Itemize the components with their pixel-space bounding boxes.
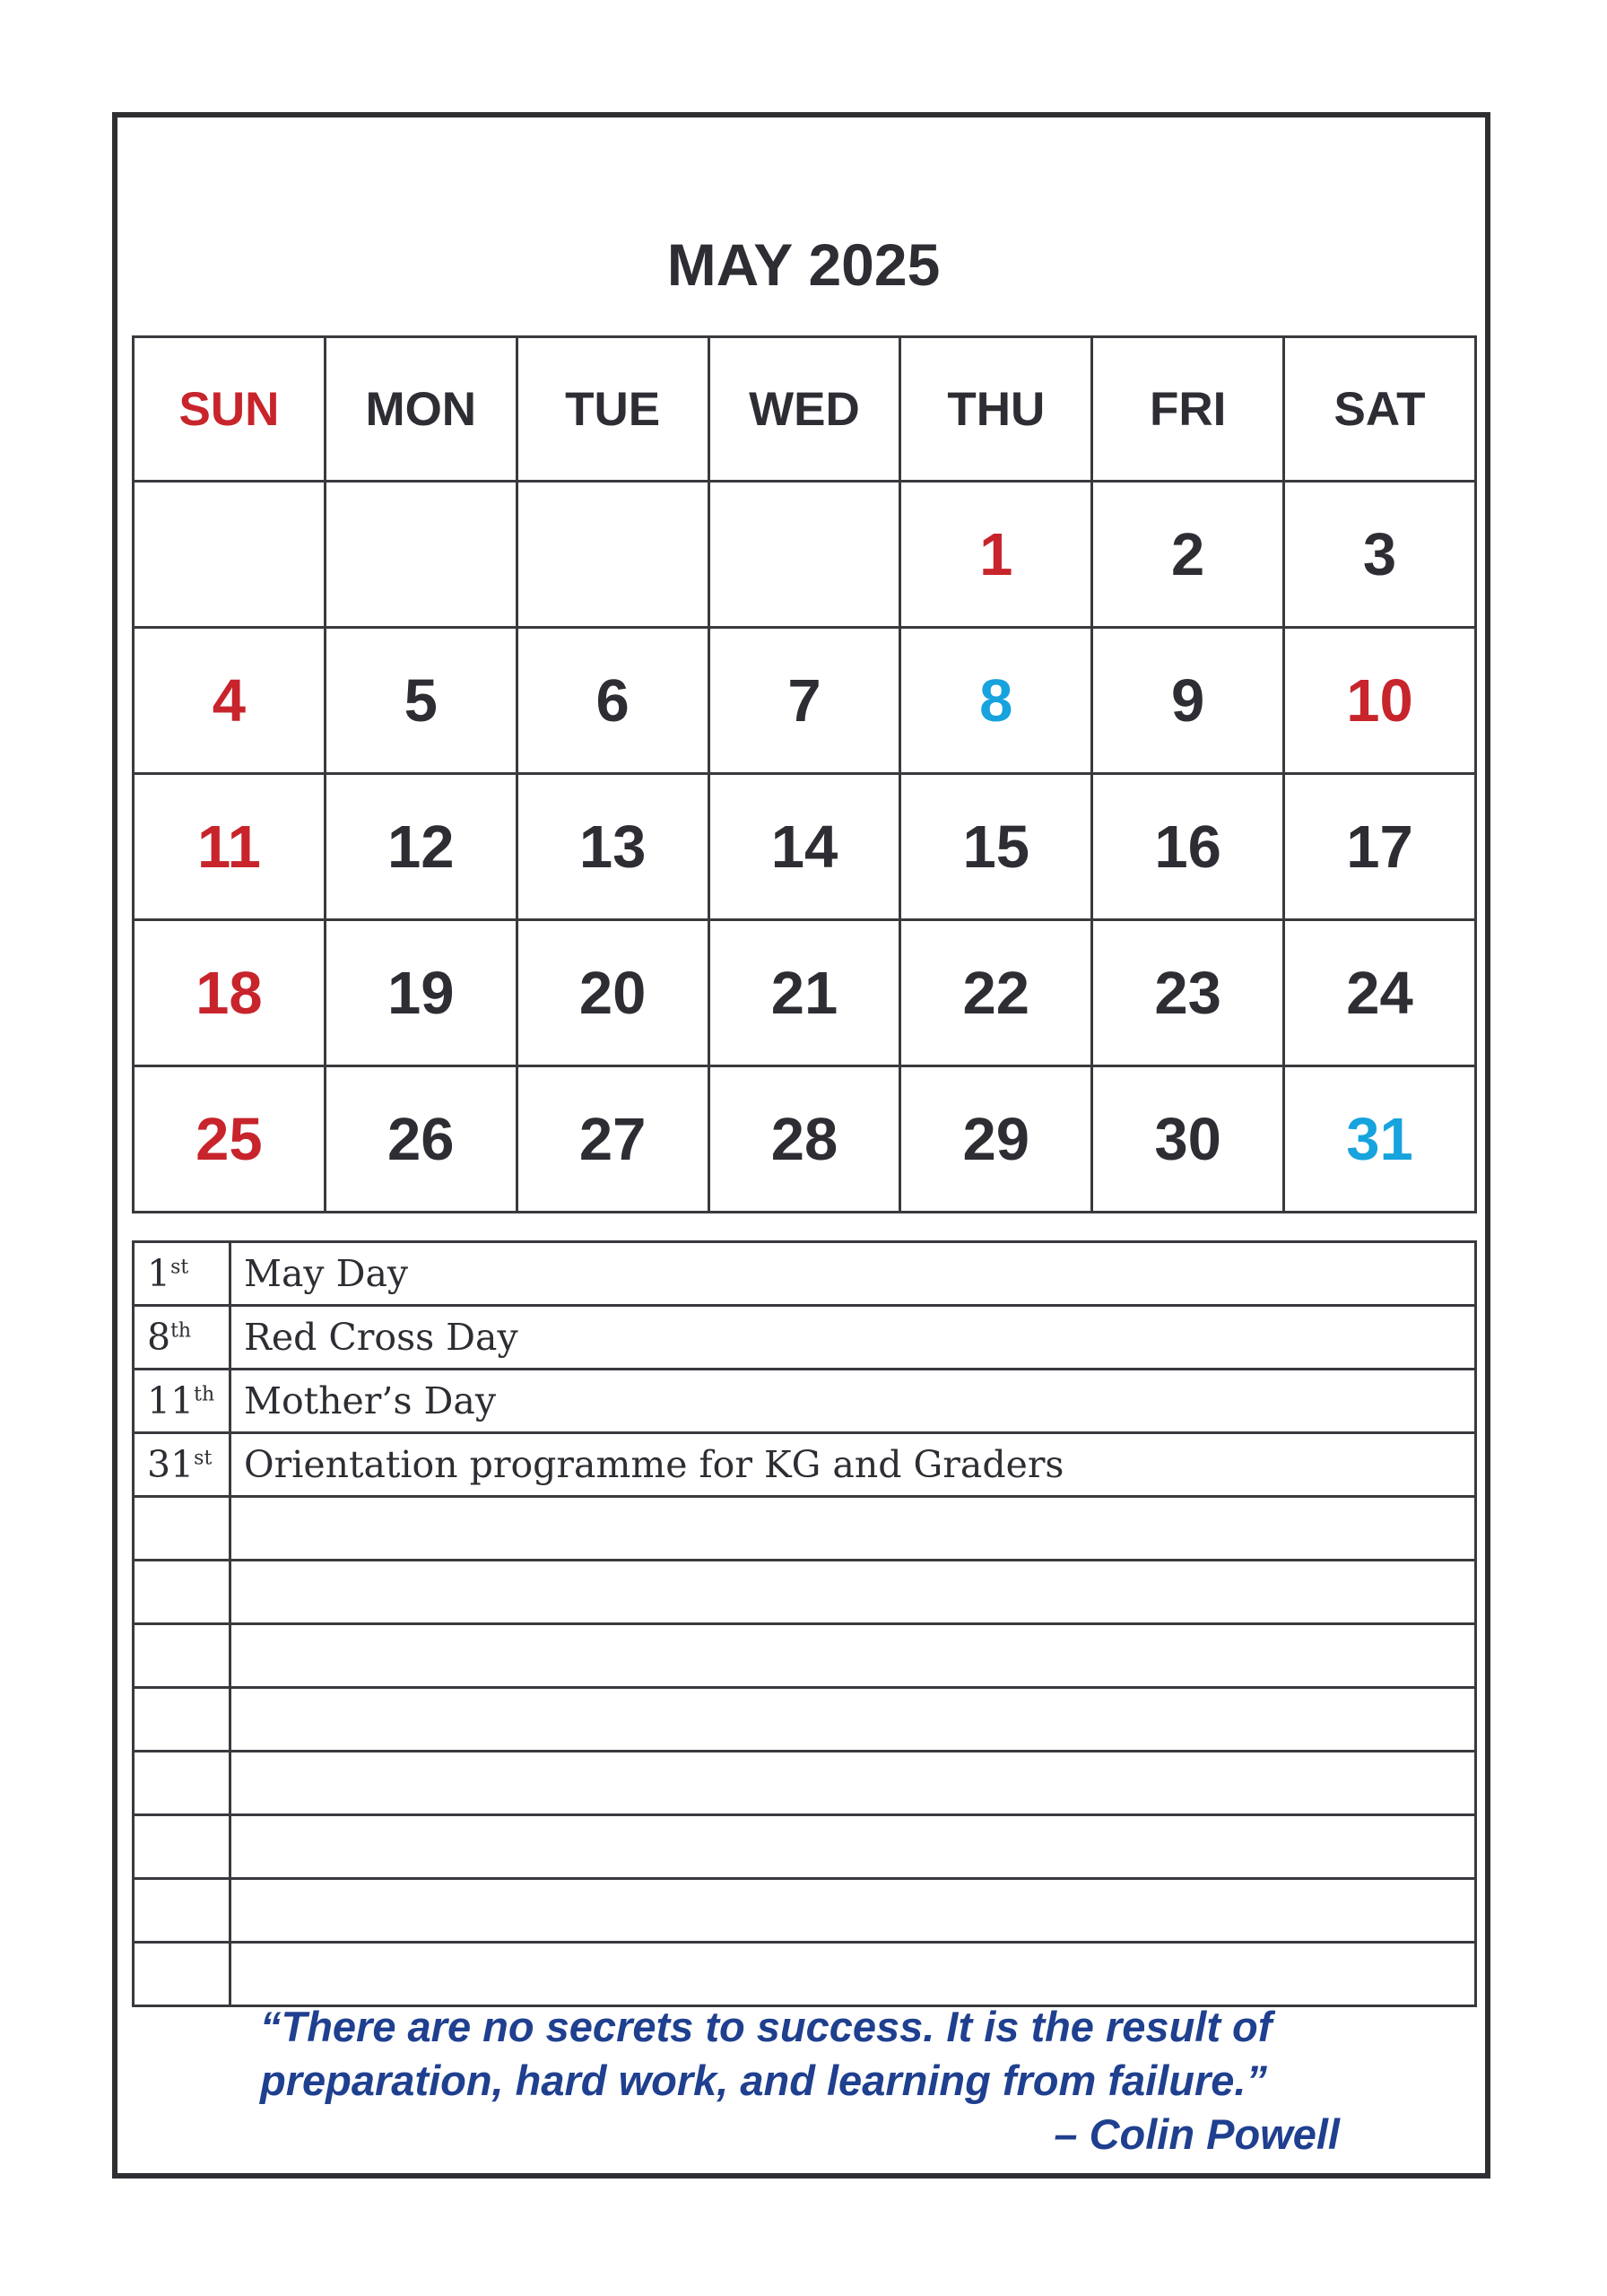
- empty-date-cell: [134, 1879, 230, 1943]
- day-cell: 23: [1092, 920, 1284, 1066]
- event-date: [134, 1242, 230, 1306]
- day-cell-event: 8: [900, 628, 1092, 774]
- day-cell-event: 31: [1284, 1066, 1476, 1213]
- empty-event-row: [134, 1624, 1476, 1688]
- day-cell: [708, 482, 900, 628]
- day-cell: 2: [1092, 482, 1284, 628]
- event-day: 31: [147, 1443, 195, 1486]
- day-cell: 5: [325, 628, 517, 774]
- day-cell: 24: [1284, 920, 1476, 1066]
- event-day-suffix: st: [170, 1256, 189, 1279]
- quote-line-1: “There are no secrets to success. It is the result of: [260, 2003, 1273, 2050]
- event-label: May Day: [230, 1242, 1476, 1306]
- event-day-suffix: th: [194, 1383, 215, 1406]
- day-cell: 9: [1092, 628, 1284, 774]
- empty-label-cell: [230, 1752, 1476, 1815]
- empty-label-cell: [230, 1561, 1476, 1624]
- empty-date-cell: [134, 1752, 230, 1815]
- empty-date-cell: [134, 1561, 230, 1624]
- day-cell-holiday: 1: [900, 482, 1092, 628]
- event-row: [134, 1306, 1476, 1370]
- empty-event-row: [134, 1815, 1476, 1879]
- quote-text: [260, 2000, 1354, 2108]
- empty-date-cell: [134, 1943, 230, 2006]
- empty-label-cell: [230, 1688, 1476, 1752]
- calendar-grid: [132, 335, 1477, 1213]
- day-cell: [325, 482, 517, 628]
- day-cell-holiday: 10: [1284, 628, 1476, 774]
- empty-date-cell: [134, 1688, 230, 1752]
- empty-event-row: [134, 1752, 1476, 1815]
- empty-label-cell: [230, 1943, 1476, 2006]
- empty-date-cell: [134, 1497, 230, 1561]
- day-cell: 12: [325, 774, 517, 920]
- event-row: [134, 1433, 1476, 1497]
- week-row: [134, 628, 1476, 774]
- event-date: [134, 1433, 230, 1497]
- day-cell: 7: [708, 628, 900, 774]
- weekday-fri: FRI: [1092, 337, 1284, 482]
- month-title: MAY 2025: [666, 231, 941, 298]
- empty-label-cell: [230, 1879, 1476, 1943]
- weekday-thu: THU: [900, 337, 1092, 482]
- event-date: [134, 1370, 230, 1433]
- day-cell: 15: [900, 774, 1092, 920]
- day-cell: 6: [517, 628, 708, 774]
- weekday-tue: TUE: [517, 337, 708, 482]
- weekday-sun: SUN: [134, 337, 326, 482]
- empty-date-cell: [134, 1815, 230, 1879]
- day-cell-sunday: 25: [134, 1066, 326, 1213]
- event-row: [134, 1370, 1476, 1433]
- day-cell: 13: [517, 774, 708, 920]
- day-cell: 27: [517, 1066, 708, 1213]
- day-cell-sunday: 18: [134, 920, 326, 1066]
- event-label: Red Cross Day: [230, 1306, 1476, 1370]
- empty-event-row: [134, 1497, 1476, 1561]
- day-cell: 3: [1284, 482, 1476, 628]
- event-day: 1: [147, 1252, 171, 1295]
- weekday-sat: SAT: [1284, 337, 1476, 482]
- day-cell: 17: [1284, 774, 1476, 920]
- quote-line-2: preparation, hard work, and learning from failure.”: [260, 2057, 1267, 2104]
- empty-event-row: [134, 1879, 1476, 1943]
- event-label: Mother’s Day: [230, 1370, 1476, 1433]
- empty-event-row: [134, 1688, 1476, 1752]
- day-cell: 30: [1092, 1066, 1284, 1213]
- day-cell: 19: [325, 920, 517, 1066]
- week-row: [134, 1066, 1476, 1213]
- event-date: [134, 1306, 230, 1370]
- event-label: Orientation programme for KG and Graders: [230, 1433, 1476, 1497]
- quote-author: – Colin Powell: [1054, 2110, 1340, 2158]
- weekday-wed: WED: [708, 337, 900, 482]
- empty-label-cell: [230, 1815, 1476, 1879]
- day-cell: 22: [900, 920, 1092, 1066]
- day-cell: 21: [708, 920, 900, 1066]
- day-cell: 16: [1092, 774, 1284, 920]
- day-cell: 29: [900, 1066, 1092, 1213]
- empty-event-row: [134, 1561, 1476, 1624]
- day-cell: 14: [708, 774, 900, 920]
- events-table: [132, 1240, 1477, 2007]
- week-row: [134, 774, 1476, 920]
- day-cell: 20: [517, 920, 708, 1066]
- empty-label-cell: [230, 1497, 1476, 1561]
- empty-event-row: [134, 1943, 1476, 2006]
- week-row: [134, 920, 1476, 1066]
- empty-date-cell: [134, 1624, 230, 1688]
- week-row: [134, 482, 1476, 628]
- event-day: 8: [147, 1316, 171, 1359]
- event-day-suffix: st: [194, 1447, 213, 1470]
- day-cell: 28: [708, 1066, 900, 1213]
- weekday-header-row: [134, 337, 1476, 482]
- day-cell-sunday: 11: [134, 774, 326, 920]
- day-cell-sunday: 4: [134, 628, 326, 774]
- weekday-mon: MON: [325, 337, 517, 482]
- event-row: [134, 1242, 1476, 1306]
- day-cell: 26: [325, 1066, 517, 1213]
- empty-label-cell: [230, 1624, 1476, 1688]
- day-cell: [134, 482, 326, 628]
- day-cell: [517, 482, 708, 628]
- event-day: 11: [147, 1379, 195, 1422]
- event-day-suffix: th: [170, 1319, 192, 1343]
